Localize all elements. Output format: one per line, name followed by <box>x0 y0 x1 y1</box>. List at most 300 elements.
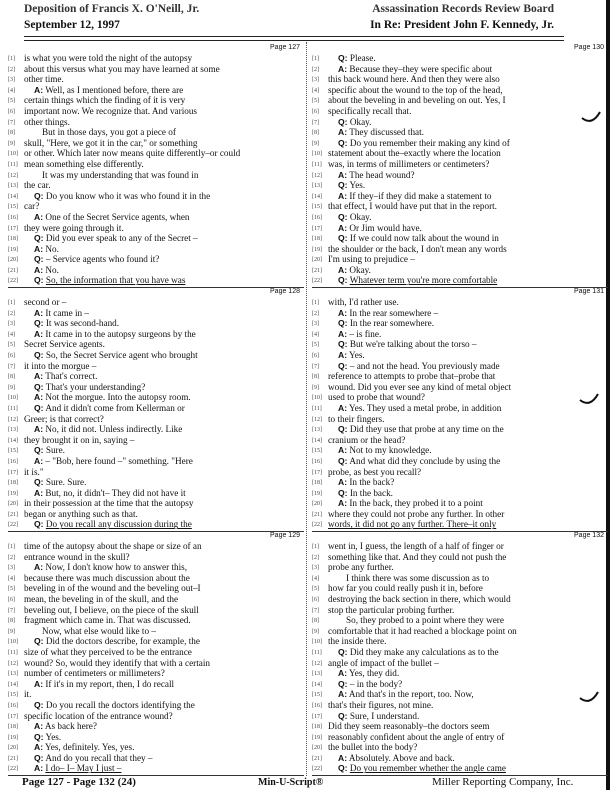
line-number: [1] <box>8 544 15 550</box>
line-content <box>24 233 198 243</box>
deposition-date: September 12, 1997 <box>24 19 120 31</box>
line-number: [18] <box>312 480 322 487</box>
line-content <box>24 509 138 519</box>
line-text: – and not the head. You previously made <box>349 360 500 371</box>
line-text: In the rear somewhere. <box>349 318 435 329</box>
line-text: time of the autopsy about the shape or size of an <box>24 541 202 551</box>
line-number: [14] <box>312 681 322 688</box>
line-number: [9] <box>312 140 319 147</box>
transcript-line <box>312 308 608 319</box>
transcript-line <box>8 700 304 711</box>
transcript-line <box>312 392 608 403</box>
line-text: – Service agents who found it? <box>45 254 160 265</box>
line-number: [14] <box>8 193 18 200</box>
line-content <box>328 626 517 636</box>
line-text: beveling in of the wound and the beveling out–I <box>24 583 201 594</box>
line-number: [15] <box>8 204 18 211</box>
line-content <box>328 297 399 307</box>
line-text: I do– I– May I just – <box>45 763 122 774</box>
line-content <box>328 53 376 63</box>
transcript-line <box>8 180 304 191</box>
transcript-line <box>312 95 608 106</box>
line-text: Did they use that probe at any time on the <box>349 424 504 435</box>
line-number: [7] <box>312 119 319 126</box>
line-number: [16] <box>8 702 18 709</box>
line-content <box>24 350 198 360</box>
transcript-line <box>312 498 608 509</box>
speaker-label: A: <box>34 424 44 435</box>
transcript-line <box>312 456 608 467</box>
line-number: [2] <box>8 310 15 317</box>
line-number: [16] <box>312 214 322 221</box>
line-text: Yes. <box>349 180 366 191</box>
line-text: Yes, definitely. Yes, yes. <box>45 742 135 753</box>
line-number: [8] <box>312 130 319 137</box>
speaker-label: A: <box>338 63 348 74</box>
line-content <box>328 498 483 508</box>
line-content <box>24 721 97 731</box>
speaker-label: Q: <box>338 646 348 657</box>
transcript-page <box>312 288 608 533</box>
transcript-line <box>312 265 608 276</box>
line-number: [1] <box>8 56 15 62</box>
transcript-line <box>312 689 608 700</box>
line-number: [19] <box>8 734 18 741</box>
transcript-line <box>312 117 608 128</box>
line-number: [9] <box>8 628 15 635</box>
transcript-line <box>312 509 608 520</box>
line-content <box>328 562 394 572</box>
line-number: [3] <box>8 321 15 328</box>
line-text: Secret Service agents. <box>24 339 105 350</box>
line-text: Sure. <box>45 445 65 456</box>
transcript-line <box>312 191 608 202</box>
line-text: And that's in the report, too. Now, <box>348 689 474 700</box>
transcript-line <box>312 85 608 96</box>
header-rule-2 <box>24 40 564 41</box>
line-content <box>328 594 511 604</box>
transcript-line <box>8 371 304 382</box>
transcript-line <box>312 138 608 149</box>
line-content <box>328 74 500 84</box>
speaker-label: Q: <box>338 487 348 498</box>
line-number: [22] <box>8 766 18 773</box>
speaker-label: Q: <box>338 424 348 435</box>
line-text: specifically recall that. <box>328 105 412 116</box>
line-content <box>24 477 86 487</box>
line-text: Do you recall the doctors identifying the <box>45 699 195 710</box>
line-text: One of the Secret Service agents, when <box>45 211 190 222</box>
transcript-page <box>8 532 304 777</box>
line-number: [7] <box>312 363 319 370</box>
transcript-line <box>312 53 608 64</box>
transcript-line <box>8 541 304 552</box>
line-content <box>24 732 61 742</box>
line-content <box>328 711 419 721</box>
line-text: went in, I guess, the length of a half of finger or <box>328 541 504 551</box>
line-content <box>24 594 178 604</box>
line-number: [17] <box>8 469 18 476</box>
line-content <box>328 647 499 657</box>
line-number: [11] <box>8 649 18 656</box>
line-content <box>24 170 198 180</box>
line-number: [18] <box>8 724 18 731</box>
line-content <box>24 615 191 625</box>
line-text: So, the information that you have was <box>45 275 186 286</box>
line-number: [17] <box>312 713 322 720</box>
line-content <box>328 488 393 498</box>
line-content <box>328 265 371 275</box>
line-number: [4] <box>8 331 15 338</box>
line-content <box>328 467 421 477</box>
line-text: – in the body? <box>349 678 403 689</box>
line-text: size of what they perceived to be the entrance <box>24 646 192 657</box>
transcript-line <box>312 223 608 234</box>
line-content <box>24 339 105 349</box>
speaker-label: Q: <box>338 275 348 286</box>
line-content <box>328 732 504 742</box>
line-content <box>328 212 371 222</box>
line-text: this back wound here. And then they were also <box>328 74 500 85</box>
line-number: [5] <box>8 586 15 593</box>
speaker-label: A: <box>338 190 348 201</box>
transcript-line <box>312 626 608 637</box>
line-content <box>328 435 405 445</box>
line-content <box>24 127 176 137</box>
line-content <box>24 636 200 646</box>
speaker-label: A: <box>34 328 44 339</box>
line-number: [20] <box>8 745 18 752</box>
transcript-line <box>312 371 608 382</box>
line-text: Please. <box>349 53 376 63</box>
speaker-label: Q: <box>338 233 348 244</box>
speaker-label: A: <box>338 402 348 413</box>
speaker-label: Q: <box>338 53 348 63</box>
line-text: They discussed that. <box>349 127 424 138</box>
line-text: it into the morgue – <box>24 360 97 371</box>
transcript-line <box>8 711 304 722</box>
line-text: If we could now talk about the wound in <box>349 233 499 244</box>
line-text: number of centimeters or millimeters? <box>24 668 165 679</box>
line-number: [8] <box>312 618 319 625</box>
line-content <box>24 742 134 752</box>
line-number: [12] <box>312 172 322 179</box>
line-content <box>328 445 432 455</box>
speaker-label: A: <box>34 763 44 774</box>
transcript-line <box>312 552 608 563</box>
line-content <box>328 552 506 562</box>
line-number: [8] <box>8 618 15 625</box>
line-text: It was my understanding that was found in <box>42 169 199 180</box>
line-content <box>24 244 59 254</box>
line-content <box>24 265 59 275</box>
line-text: Did you ever speak to any of the Secret – <box>45 233 198 244</box>
line-number: [6] <box>312 596 319 603</box>
transcript-line <box>8 275 304 286</box>
transcript-line <box>312 201 608 212</box>
transcript-line <box>8 435 304 446</box>
line-content <box>328 615 504 625</box>
line-text: No. <box>45 264 59 275</box>
line-text: statement about the–exactly where the location <box>328 148 501 159</box>
line-text: But we're talking about the torso – <box>349 339 477 350</box>
transcript-line <box>8 742 304 753</box>
column-divider <box>306 42 307 776</box>
line-number: [7] <box>8 363 15 370</box>
line-number: [18] <box>8 236 18 243</box>
transcript-line <box>312 445 608 456</box>
line-number: [11] <box>8 405 18 412</box>
line-number: [1] <box>312 544 319 550</box>
line-text: comfortable that it had reached a blockage point on <box>328 625 517 636</box>
line-content <box>328 573 489 583</box>
transcript-line <box>8 456 304 467</box>
line-content <box>328 223 422 233</box>
line-content <box>24 498 193 508</box>
line-content <box>24 562 187 572</box>
line-content <box>24 753 153 763</box>
transcript-line <box>8 594 304 605</box>
line-number: [17] <box>312 469 322 476</box>
line-number: [10] <box>312 395 322 402</box>
line-text: was, in terms of millimeters or centimeters? <box>328 158 490 169</box>
line-content <box>328 679 402 689</box>
transcript-line <box>312 753 608 764</box>
transcript-line <box>8 583 304 594</box>
transcript-line <box>312 467 608 478</box>
line-number: [21] <box>8 267 18 274</box>
line-content <box>328 318 434 328</box>
transcript-line <box>312 742 608 753</box>
transcript-page <box>312 532 608 777</box>
speaker-label: A: <box>338 222 348 233</box>
line-number: [1] <box>312 56 319 62</box>
line-text: Okay. <box>349 116 372 127</box>
line-content <box>328 85 503 95</box>
deposition-title: Deposition of Francis X. O'Neill, Jr. <box>24 3 200 15</box>
transcript-line <box>312 763 608 774</box>
line-text: Did they make any calculations as to the <box>349 646 499 657</box>
speaker-label: Q: <box>338 211 348 222</box>
line-content <box>24 361 96 371</box>
transcript-line <box>8 127 304 138</box>
line-text: And it didn't come from Kellerman or <box>45 402 185 413</box>
transcript-line <box>8 138 304 149</box>
line-text: destroying the back section in there, which would <box>328 593 511 604</box>
min-u-script-brand: Min-U-Script® <box>258 777 324 788</box>
line-text: So, the Secret Service agent who brought <box>45 349 198 360</box>
line-text: – is fine. <box>349 328 382 339</box>
line-content <box>328 689 474 699</box>
line-text: Or Jim would have. <box>349 222 422 233</box>
transcript-line <box>8 414 304 425</box>
line-content <box>328 95 506 105</box>
transcript-line <box>312 127 608 138</box>
line-number: [2] <box>8 554 15 561</box>
speaker-label: Q: <box>34 752 44 763</box>
line-text: beveling out, I believe, on the piece of the skull <box>24 604 199 615</box>
transcript-lines <box>312 53 608 286</box>
transcript-line <box>312 106 608 117</box>
line-content <box>24 53 192 63</box>
line-content <box>24 329 196 339</box>
speaker-label: A: <box>34 84 44 95</box>
line-text: Not to my knowledge. <box>349 445 432 456</box>
transcript-line <box>312 414 608 425</box>
line-content <box>328 414 384 424</box>
line-number: [2] <box>312 310 319 317</box>
line-text: Okay. <box>349 211 372 222</box>
speaker-label: A: <box>338 349 348 360</box>
line-content <box>24 414 104 424</box>
transcript-line <box>8 605 304 616</box>
line-text: Yes. <box>349 349 365 360</box>
transcript-line <box>8 467 304 478</box>
line-content <box>328 509 504 519</box>
transcript-line <box>8 318 304 329</box>
line-text: reasonably confident about the angle of entry of <box>328 731 505 742</box>
line-text: I think there was some discussion as to <box>346 572 490 583</box>
line-number: [22] <box>312 522 322 529</box>
line-text: But, no, it didn't– They did not have it <box>45 487 186 498</box>
line-text: That's correct. <box>45 371 98 382</box>
line-content <box>328 201 497 211</box>
line-number: [13] <box>8 183 18 190</box>
transcript-line <box>312 435 608 446</box>
transcript-line <box>8 636 304 647</box>
speaker-label: Q: <box>34 445 44 456</box>
speaker-label: A: <box>338 328 348 339</box>
line-content <box>24 138 198 148</box>
line-text: Greer; is that correct? <box>24 413 104 424</box>
transcript-line <box>8 679 304 690</box>
transcript-line <box>312 350 608 361</box>
line-content <box>24 573 190 583</box>
line-number: [6] <box>8 352 15 359</box>
transcript-line <box>312 636 608 647</box>
line-text: Yes, they did. <box>349 668 400 679</box>
line-content <box>24 64 220 74</box>
line-content <box>328 127 424 137</box>
line-content <box>24 95 185 105</box>
line-number: [20] <box>312 257 322 264</box>
speaker-label: Q: <box>34 318 44 329</box>
line-number: [13] <box>312 427 322 434</box>
line-text: or other. Which later now means quite differently–or could <box>24 148 241 159</box>
transcript-line <box>8 498 304 509</box>
transcript-page <box>312 44 608 289</box>
transcript-line <box>8 615 304 626</box>
transcript-line <box>312 605 608 616</box>
line-content <box>328 742 417 752</box>
speaker-label: A: <box>338 668 348 679</box>
line-content <box>328 403 501 413</box>
line-number: [18] <box>312 236 322 243</box>
speaker-label: A: <box>34 371 44 382</box>
transcript-line <box>312 711 608 722</box>
line-text: other things. <box>24 116 70 127</box>
line-text: specific about the wound to the top of the head, <box>328 84 503 95</box>
speaker-label: Q: <box>34 402 44 413</box>
line-number: [10] <box>312 639 322 646</box>
line-text: Do you know who it was who found it in the <box>45 190 211 201</box>
transcript-lines <box>312 297 608 530</box>
line-content <box>328 339 477 349</box>
speaker-label: Q: <box>34 699 44 710</box>
line-text: But in those days, you got a piece of <box>42 127 176 138</box>
line-text: angle of impact of the bullet – <box>328 657 439 668</box>
line-number: [14] <box>312 193 322 200</box>
speaker-label: A: <box>338 169 348 180</box>
line-content <box>328 329 381 339</box>
speaker-label: A: <box>34 307 44 318</box>
line-text: Sure. Sure. <box>45 477 87 488</box>
line-content <box>328 753 455 763</box>
line-text: with, I'd rather use. <box>328 297 399 307</box>
line-content <box>24 435 135 445</box>
line-number: [10] <box>8 151 18 158</box>
line-text: Now, what else would like to – <box>42 625 156 636</box>
line-number: [9] <box>312 384 319 391</box>
line-content <box>328 456 500 466</box>
line-content <box>24 85 183 95</box>
transcript-lines <box>8 297 304 530</box>
line-text: words, it did not go any further. There–it only <box>328 519 497 530</box>
transcript-line <box>8 361 304 372</box>
line-number: [22] <box>8 522 18 529</box>
line-number: [5] <box>8 342 15 349</box>
transcript-line <box>8 339 304 350</box>
transcript-line <box>8 350 304 361</box>
page-number-label: Page 128 <box>270 288 300 295</box>
line-content <box>328 191 491 201</box>
line-number: [3] <box>312 77 319 84</box>
transcript-lines <box>312 541 608 774</box>
line-number: [21] <box>8 511 18 518</box>
line-content <box>328 658 439 668</box>
line-text: they were going through it. <box>24 222 124 233</box>
line-text: entrance wound in the skull? <box>24 551 130 562</box>
line-text: – "Bob, here found –" something. "Here <box>45 455 193 466</box>
transcript-line <box>312 732 608 743</box>
line-number: [22] <box>312 766 322 773</box>
line-content <box>24 552 130 562</box>
transcript-line <box>8 562 304 573</box>
speaker-label: A: <box>34 721 44 732</box>
line-content <box>24 180 51 190</box>
speaker-label: Q: <box>34 275 44 286</box>
transcript-line <box>8 64 304 75</box>
line-content <box>24 711 173 721</box>
line-text: wound? So, would they identify that with a certain <box>24 657 211 668</box>
transcript-line <box>312 583 608 594</box>
transcript-line <box>8 233 304 244</box>
line-text: mean, the beveling in of the skull, and the <box>24 593 179 604</box>
line-text: the car. <box>24 180 51 191</box>
line-content <box>24 318 119 328</box>
line-number: [5] <box>312 342 319 349</box>
transcript-page <box>8 288 304 533</box>
transcript-line <box>312 64 608 75</box>
transcript-line <box>312 424 608 435</box>
line-text: No. <box>45 243 59 254</box>
line-number: [12] <box>8 172 18 179</box>
line-text: In the back, they probed it to a point <box>349 498 483 509</box>
line-content <box>328 117 371 127</box>
line-content <box>24 658 210 668</box>
line-number: [21] <box>312 511 322 518</box>
line-text: skull, "Here, we got it in the car," or something <box>24 137 198 148</box>
